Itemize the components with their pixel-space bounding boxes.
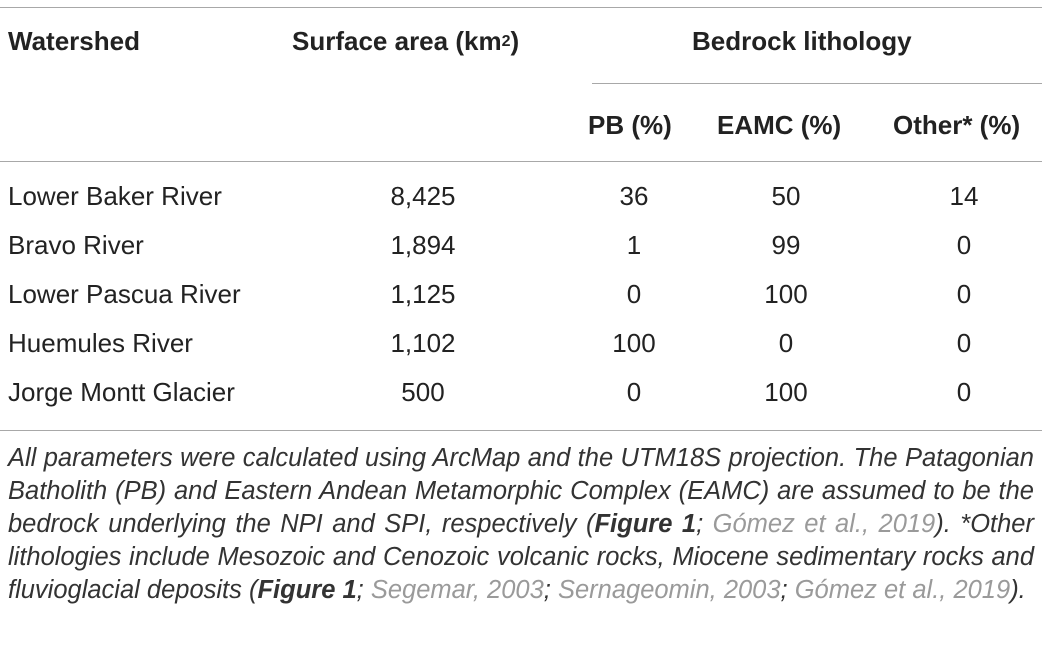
reference-link[interactable]: Gómez et al., 2019 — [794, 576, 1011, 604]
reference-link[interactable]: Sernageomin, 2003 — [557, 576, 781, 604]
cell-watershed: Huemules River — [8, 328, 193, 358]
header-bottom-rule — [0, 161, 1042, 162]
footnote-text: ). *Other lithologies include Mesozoic and Cenozoic volcanic rocks, Miocene sedimentary rocks and fluvioglacial deposits ( — [8, 510, 1034, 604]
header-bedrock-lithology: Bedrock lithology — [692, 26, 912, 56]
table-top-rule — [0, 7, 1042, 8]
footnote-text: All parameters were calculated using ArcMap and the UTM18S projection. The Patagonian Batholith (PB) and Eastern Andean Metamorphic Complex (EAMC) are assumed to be the bedrock underlying the NPI and SPI, respectively ( — [8, 444, 1034, 538]
footnote-separator: ; — [543, 576, 558, 604]
footnote-separator: ; — [780, 576, 795, 604]
cell-eamc: 0 — [778, 328, 794, 358]
figure-link[interactable]: Figure 1 — [594, 510, 697, 538]
cell-watershed: Lower Baker River — [8, 181, 222, 211]
cell-area: 500 — [401, 377, 445, 407]
footnote-separator: ; — [696, 510, 713, 538]
cell-other: 0 — [956, 279, 972, 309]
cell-other: 14 — [949, 181, 979, 211]
cell-pb: 0 — [626, 377, 642, 407]
cell-area: 1,102 — [390, 328, 456, 358]
header-other: Other* (%) — [893, 110, 1021, 140]
table-footnote — [8, 442, 1034, 607]
header-pb: PB (%) — [588, 110, 672, 140]
cell-area: 1,125 — [390, 279, 456, 309]
reference-link[interactable]: Segemar, 2003 — [370, 576, 544, 604]
cell-watershed: Bravo River — [8, 230, 144, 260]
cell-eamc: 50 — [771, 181, 801, 211]
cell-pb: 100 — [612, 328, 656, 358]
header-surface-area-sup: 2 — [501, 33, 511, 50]
cell-eamc: 100 — [764, 279, 808, 309]
cell-other: 0 — [956, 328, 972, 358]
header-surface-area-text: Surface area (km — [292, 26, 502, 56]
header-eamc: EAMC (%) — [717, 110, 842, 140]
cell-other: 0 — [956, 230, 972, 260]
cell-eamc: 99 — [771, 230, 801, 260]
header-surface-area — [292, 26, 519, 56]
bedrock-sub-rule — [592, 83, 1042, 84]
cell-area: 1,894 — [390, 230, 456, 260]
cell-pb: 36 — [619, 181, 649, 211]
reference-link[interactable]: Gómez et al., 2019 — [712, 510, 936, 538]
cell-watershed: Lower Pascua River — [8, 279, 241, 309]
cell-watershed: Jorge Montt Glacier — [8, 377, 235, 407]
footnote-separator: ; — [356, 576, 371, 604]
footnote-text: ). — [1010, 576, 1026, 604]
header-surface-area-close: ) — [510, 26, 520, 56]
cell-area: 8,425 — [390, 181, 456, 211]
header-watershed: Watershed — [8, 26, 140, 56]
cell-pb: 1 — [626, 230, 642, 260]
cell-eamc: 100 — [764, 377, 808, 407]
cell-pb: 0 — [626, 279, 642, 309]
figure-link[interactable]: Figure 1 — [257, 576, 357, 604]
table-bottom-rule — [0, 430, 1042, 431]
cell-other: 0 — [956, 377, 972, 407]
